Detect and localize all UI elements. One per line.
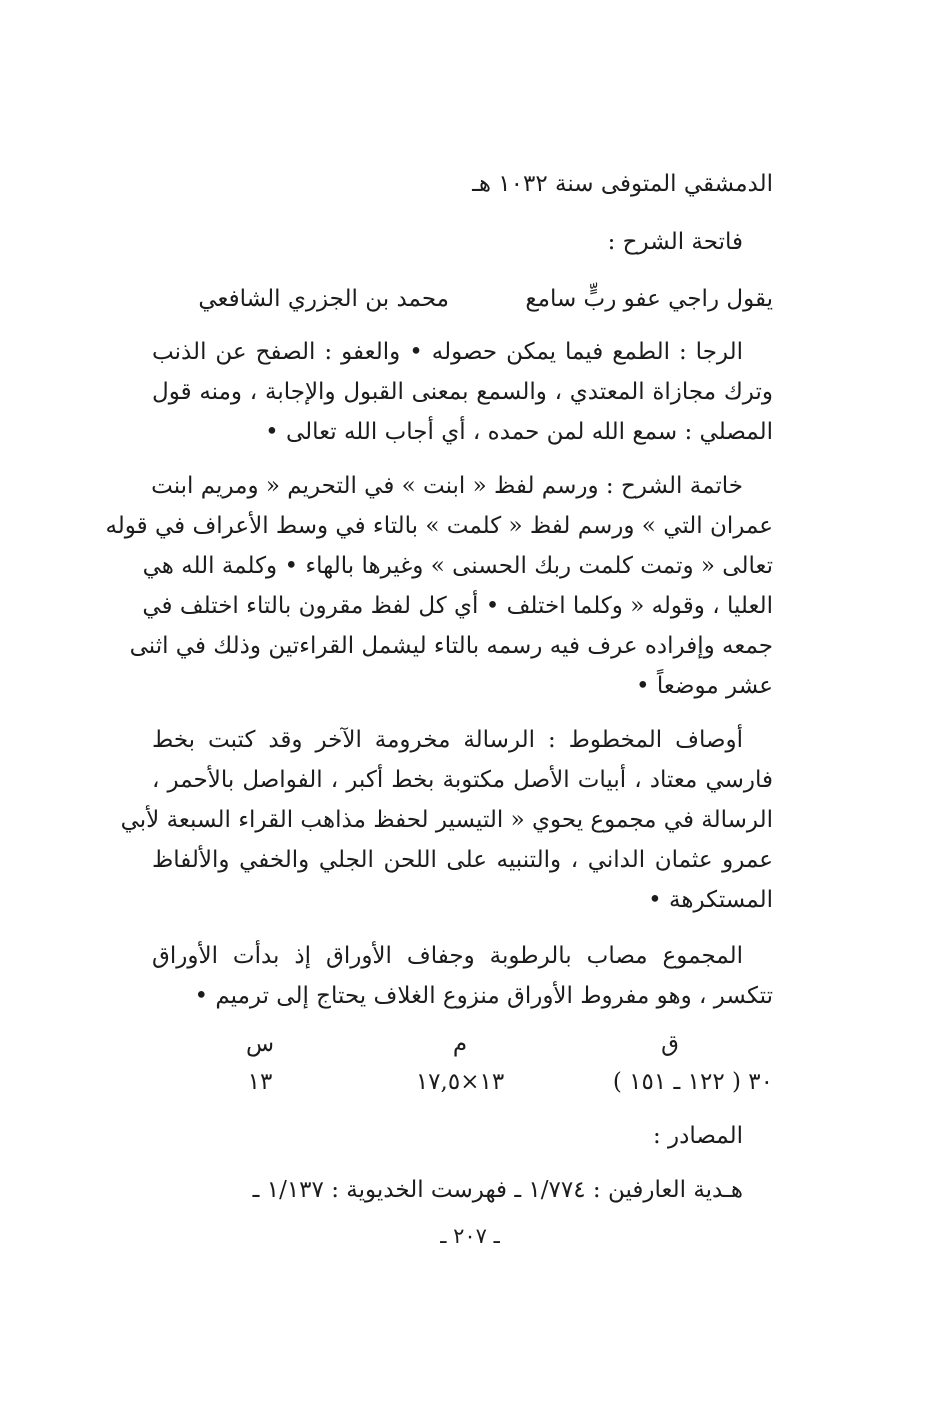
para2-line-4: العليا ، وقوله « وكلما اختلف • أي كل لفظ مقرون بالتاء اختلف في (142, 593, 773, 619)
sources-heading: المصادر : (652, 1123, 743, 1149)
para2-line-1: خاتمة الشرح : ورسم لفظ « ابنت » في التحريم « ومريم ابنت (151, 473, 743, 499)
para3-line-4: عمرو عثمان الداني ، والتنبيه على اللحن الجلي والخفي والألفاظ (152, 847, 773, 873)
para3-line-2: فارسي معتاد ، أبيات الأصل مكتوبة بخط أكبر ، الفواصل بالأحمر ، (152, 767, 773, 793)
verse-hemistich-right: يقول راجي عفو ربٍّ سامع (525, 286, 773, 312)
para2-line-6: عشر موضعاً • (636, 673, 773, 699)
para1-line-3: المصلي : سمع الله لمن حمده ، أي أجاب الله تعالى • (265, 419, 773, 445)
table-value-m: ١٣×١٧,٥ (415, 1069, 505, 1095)
sources-line: هـدية العارفين : ١/٧٧٤ ـ فهرست الخديوية : ١/١٣٧ ـ (252, 1177, 743, 1203)
para1-line-1: الرجا : الطمع فيما يمكن حصوله • والعفو : الصفح عن الذنب (152, 339, 743, 365)
header-line: الدمشقي المتوفى سنة ١٠٣٢ هـ (472, 171, 773, 197)
para3-line-5: المستكرهة • (648, 887, 773, 913)
table-header-s: س (245, 1031, 275, 1057)
para1-line-2: وترك مجازاة المعتدي ، والسمع بمعنى القبول والإجابة ، ومنه قول (152, 379, 773, 405)
page-number: ـ ٢٠٧ ـ (440, 1224, 500, 1248)
table-header-m: م (452, 1031, 468, 1057)
para4-line-2: تتكسر ، وهو مفروط الأوراق منزوع الغلاف يحتاج إلى ترميم • (194, 983, 773, 1009)
table-value-q: ٣٠ ( ١٢٢ ـ ١٥١ ) (612, 1069, 773, 1095)
para2-line-3: تعالى « وتمت كلمت ربك الحسنى » وغيرها بالهاء • وكلمة الله هي (142, 553, 773, 579)
para2-line-2: عمران التي » ورسم لفظ « كلمت » بالتاء في وسط الأعراف في قوله (105, 513, 773, 539)
table-header-q: ق (661, 1031, 679, 1057)
verse-hemistich-left: محمد بن الجزري الشافعي (198, 286, 449, 312)
para3-line-1: أوصاف المخطوط : الرسالة مخرومة الآخر وقد كتبت بخط (152, 727, 743, 753)
para3-line-3: الرسالة في مجموع يحوي « التيسير لحفظ مذاهب القراء السبعة لأبي (120, 807, 773, 833)
opening-heading: فاتحة الشرح : (607, 229, 743, 255)
table-value-s: ١٣ (247, 1069, 273, 1095)
para4-line-1: المجموع مصاب بالرطوبة وجفاف الأوراق إذ بدأت الأوراق (152, 943, 743, 969)
para2-line-5: جمعه وإفراده عرف فيه رسمه بالتاء ليشمل القراءتين وذلك في اثنى (129, 633, 773, 659)
